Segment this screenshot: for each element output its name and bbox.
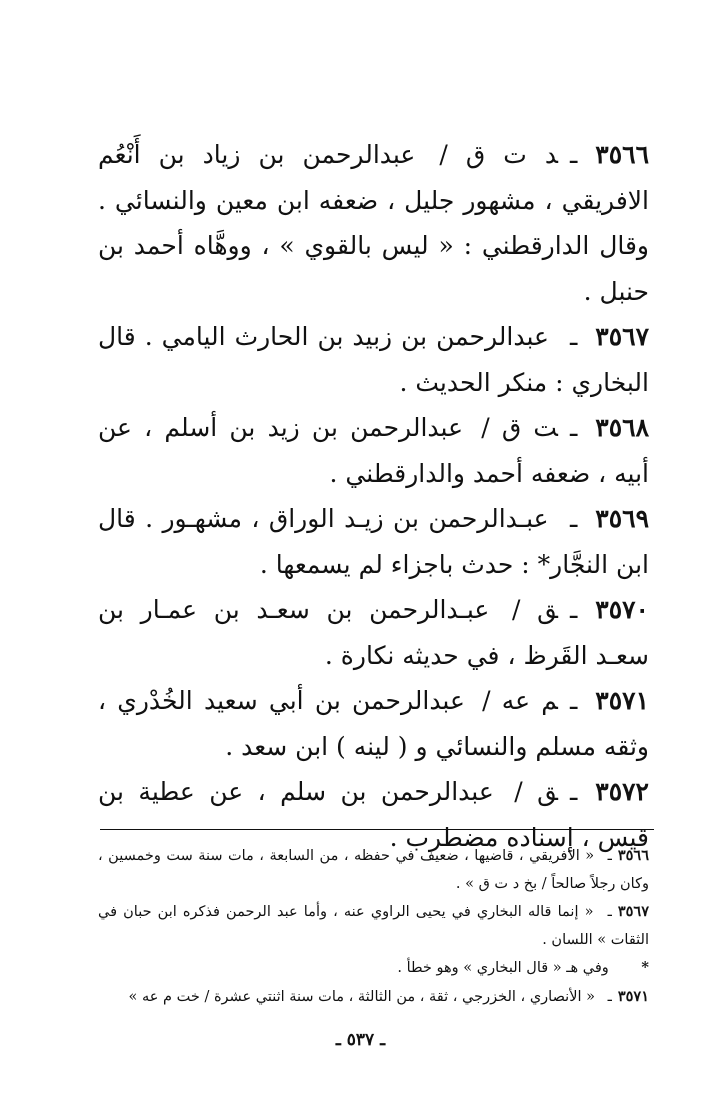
entry-number: ٣٥٦٧: [595, 322, 649, 351]
entry-text: عبدالرحمن بن زياد بن أَنْعُم الافريقي ، مشهور جليل ، ضعفه ابن معين والنسائي . وقال الدارقطني : « ليس بالقوي » ، ووهَّاه أحمد بن حنبل .: [98, 140, 649, 306]
entry-number: ٣٥٦٩: [595, 504, 649, 533]
entry-symbols: ق /: [512, 595, 558, 624]
entry-3569: [98, 496, 649, 587]
entry-symbols: م عه /: [482, 686, 558, 715]
footnote-number: ٣٥٦٧: [617, 903, 649, 920]
entry-symbols: ت ق /: [481, 413, 558, 442]
entry-dash: ـ: [569, 595, 578, 624]
entry-number: ٣٥٦٨: [595, 413, 650, 442]
entry-3568: [98, 405, 649, 496]
footnote-dash: ـ: [607, 988, 612, 1005]
entry-3570: [98, 587, 649, 678]
entry-dash: ـ: [569, 413, 578, 442]
entry-3567: [98, 314, 649, 405]
entry-symbols: ق /: [514, 777, 558, 806]
footnote-number: ٣٥٦٦: [617, 847, 649, 864]
footnote-text: وفي هـ « قال البخاري » وهو خطأ .: [397, 960, 609, 976]
entry-number: ٣٥٧١: [595, 686, 649, 715]
footnote-divider: [100, 829, 654, 830]
footnote-star-marker: *: [641, 959, 649, 976]
footnote-dash: ـ: [607, 848, 612, 864]
footnote-number: ٣٥٧١: [617, 987, 649, 1005]
entry-dash: ـ: [569, 322, 578, 351]
entry-dash: ـ: [569, 140, 578, 169]
entry-symbols: د ت ق /: [439, 140, 558, 169]
entry-dash: ـ: [569, 777, 578, 806]
footnote-3567: [98, 898, 649, 954]
footnotes: [98, 842, 649, 1011]
entry-3571: [98, 678, 649, 769]
footnote-3571: [98, 983, 649, 1012]
entry-text: عبدالرحمن بن أبي سعيد الخُدْري ، وثقه مسلم والنسائي و ( لينه ) ابن سعد .: [98, 686, 649, 761]
entry-text: عبدالرحمن بن زيد بن أسلم ، عن أبيه ، ضعفه أحمد والدارقطني .: [98, 413, 649, 488]
footnote-star: [98, 954, 649, 983]
entry-dash: ـ: [569, 686, 578, 715]
entry-number: ٣٥٦٦: [595, 140, 649, 169]
page-number: ـ ٥٣٧ ـ: [335, 1030, 386, 1050]
footnote-text: « إنما قاله البخاري في يحيى الراوي عنه ، وأما عبد الرحمن فذكره ابن حبان في الثقات » اللسان .: [98, 904, 649, 948]
main-text: [98, 132, 649, 860]
entry-text: عبـدالرحمن بن سعـد بن عمـار بن سعـد القَرظ ، في حديثه نكارة .: [98, 595, 649, 670]
entry-number: ٣٥٧٢: [595, 777, 649, 806]
entry-text: عبـدالرحمن بن زيـد الوراق ، مشهـور . قال ابن النجَّار* : حدث باجزاء لم يسمعها .: [98, 504, 649, 579]
entry-text: عبدالرحمن بن سلم ، عن عطية بن قيس ، إسناده مضطرب .: [98, 777, 649, 852]
entry-number: ٣٥٧٠: [595, 595, 649, 624]
entry-dash: ـ: [569, 504, 578, 533]
entry-3566: [98, 132, 649, 314]
footnote-text: « الأنصاري ، الخزرجي ، ثقة ، من الثالثة ، مات سنة اثنتي عشرة / خت م عه »: [128, 988, 595, 1005]
entry-text: عبدالرحمن بن زبيد بن الحارث اليامي . قال البخاري : منكر الحديث .: [98, 322, 649, 397]
footnote-3566: [98, 842, 649, 898]
footnote-dash: ـ: [607, 904, 612, 920]
footnote-text: « الافريقي ، قاضيها ، ضعيف في حفظه ، من السابعة ، مات سنة ست وخمسين ، وكان رجلاً صالحاً / بخ د ت ق » .: [98, 848, 649, 892]
